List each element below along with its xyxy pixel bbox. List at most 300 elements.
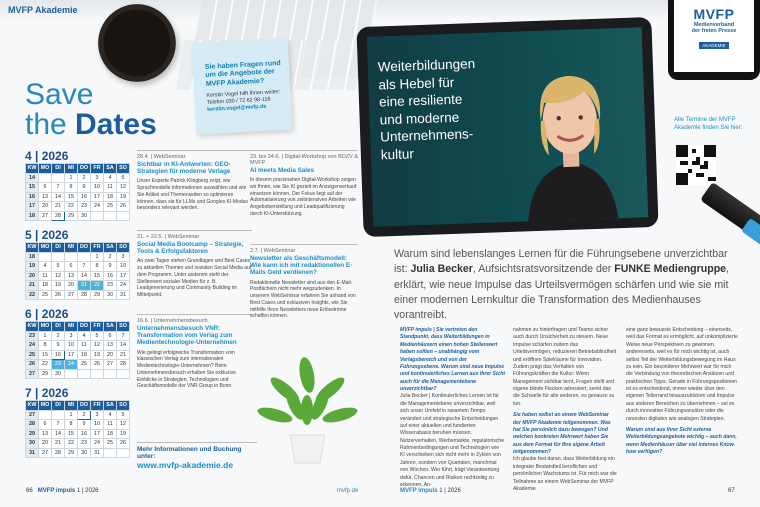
calendar-header-cell: MO — [39, 401, 52, 411]
calendar-week-number: 25 — [26, 350, 39, 360]
calendar-header-cell: SA — [104, 164, 117, 174]
calendar-april — [25, 149, 130, 221]
calendar-header-cell: DO — [78, 322, 91, 332]
logo-subtitle — [674, 22, 754, 34]
interview-question: Sie haben selbst an einem WebSeminar der MVFP Akademie teilgenommen. Was hat Sie persönlich dazu bewogen? Und welchen konkreten Mehrwert haben Sie aus dem Format für Ihre eigene Arbeit mitgenommen? — [513, 412, 611, 455]
calendar-week-row — [26, 429, 130, 439]
event-description: Redaktionelle Newsletter sind aus den E-Mail-Postfächern nicht mehr wegzudenken. In unserem WebSeminar erfahren Sie anhand von Best Cases und exklusiven Insights, wie Sie mithilfe Ihres Newsletters neue Erlösströme schaffen können. — [250, 279, 356, 320]
headline-line: Weiterbildungen — [377, 56, 476, 75]
calendar-week-row — [26, 202, 130, 212]
calendar-header-cell: SO — [117, 243, 130, 253]
calendar-header-cell: SO — [117, 401, 130, 411]
calendar-week-row — [26, 341, 130, 351]
calendar-day: 11 — [39, 271, 52, 281]
calendar-day: 14 — [52, 192, 65, 202]
calendar-header-cell: SA — [104, 401, 117, 411]
calendar-day — [39, 252, 52, 262]
calendar-week-row — [26, 420, 130, 430]
calendar-week-number: 20 — [26, 271, 39, 281]
sticky-question: Sie haben Fragen rund um die Angebote der MVFP Akademie? — [204, 59, 281, 88]
event-description: Unser Experte Patrick Klingberg zeigt, wie Sprachmodelle Informationen auswählen und wie Sie Artikel und Themenseiten so optimieren können, dass sie für LLMs und Googles KI-Modus besonders relevant werden. — [137, 178, 248, 212]
article-column-2 — [513, 327, 618, 493]
calendar-day — [91, 369, 104, 379]
intro-part: Warum sind lebenslanges Lernen für die Führungsebene unverzichtbar ist: — [394, 248, 728, 276]
calendar-day: 10 — [117, 262, 130, 272]
calendar-day: 12 — [117, 183, 130, 193]
calendar-week-number: 28 — [26, 420, 39, 430]
calendar-day: 27 — [65, 290, 78, 300]
sticky-note — [192, 38, 293, 135]
calendar-header-cell: KW — [26, 401, 39, 411]
calendar-day: 31 — [117, 290, 130, 300]
calendar-day: 12 — [117, 420, 130, 430]
calendar-week-number: 19 — [26, 262, 39, 272]
calendar-day: 16 — [52, 350, 65, 360]
calendar-day: 2 — [78, 173, 91, 183]
more-info-text: Mehr Informationen und Buchung unter: — [137, 446, 242, 460]
event-date: 16.6. | Unternehmensbesuch — [137, 318, 208, 324]
intro-part: , erklärt, wie neue Impulse das Urteilsvermögen schärfen und wie sie mit einer modernen Lernkultur die Transformation des Medienhauses vorantreibt. — [394, 263, 730, 322]
event-title[interactable]: Newsletter als Geschäftsmodell: Wie kann ich mit redaktionellen E-Mails Geld verdienen? — [250, 255, 353, 277]
calendar-header-cell: DI — [52, 164, 65, 174]
footer-brand: MVFP impuls — [37, 488, 76, 494]
calendar-day: 18 — [39, 281, 52, 291]
header-brand: MVFP Akademie — [8, 5, 78, 15]
calendar-day: 24 — [65, 360, 78, 370]
calendar-day: 2 — [78, 410, 91, 420]
calendar-day: 3 — [91, 173, 104, 183]
calendar-day: 22 — [39, 360, 52, 370]
calendar-day: 17 — [65, 350, 78, 360]
calendar-day: 29 — [91, 290, 104, 300]
calendar-day: 28 — [117, 360, 130, 370]
calendar-day: 23 — [78, 439, 91, 449]
calendar-day: 19 — [52, 281, 65, 291]
calendar-heading: 7 | 2026 — [25, 386, 69, 400]
calendar-day: 4 — [104, 173, 117, 183]
calendar-day: 21 — [52, 202, 65, 212]
calendar-day: 29 — [65, 211, 78, 221]
calendar-day: 1 — [65, 410, 78, 420]
event-description: An zwei Tagen stehen Grundlagen und Best Cases zu aktuellen Themen und sozialen Social Media auf dem Programm. Unter anderem steht der Stellenwert sozialer Medien für z. B. Leadgenerierung und Community Building im Mittelpunkt. — [137, 258, 252, 299]
calendar-day: 1 — [39, 331, 52, 341]
calendar-header-cell: DO — [78, 243, 91, 253]
calendar-day: 30 — [78, 448, 91, 458]
calendar-header-cell: DI — [52, 243, 65, 253]
calendar-may — [25, 228, 130, 300]
logo-badge: AKADEMIE — [699, 42, 728, 49]
calendar-day — [117, 211, 130, 221]
calendar-day: 8 — [65, 183, 78, 193]
calendar-day: 7 — [117, 331, 130, 341]
calendar-header-row — [26, 164, 130, 174]
calendar-week-row — [26, 369, 130, 379]
calendar-day: 19 — [117, 192, 130, 202]
interview-question: MVFP impuls | Sie vertreten den Standpunkt, dass Weiterbildungen in Medienhäusern einen hohen Stellenwert haben sollten – unabhängig vom Verlagsbereich und von der Führungsebene. Warum sind neue Impulse und kontinuierliches Lernen aus Ihrer Sicht auch für die Managementebene unverzichtbar? — [400, 327, 506, 392]
calendar-day: 30 — [78, 211, 91, 221]
divider — [250, 244, 358, 245]
calendar-day: 1 — [65, 173, 78, 183]
logo — [674, 0, 754, 72]
calendar-day: 4 — [78, 331, 91, 341]
calendar-day: 9 — [78, 420, 91, 430]
tablet-screen — [367, 27, 648, 226]
calendar-day: 14 — [78, 271, 91, 281]
calendar-day — [52, 252, 65, 262]
calendar-day: 18 — [104, 192, 117, 202]
headline-line: eine resiliente — [378, 91, 463, 110]
footer-issue: 1 | 2026 — [76, 488, 99, 494]
calendar-day: 14 — [52, 429, 65, 439]
calendar-day: 10 — [65, 341, 78, 351]
calendar-day: 17 — [91, 429, 104, 439]
event-date: 28.4. | WebSeminar — [137, 154, 186, 160]
divider — [137, 230, 252, 231]
calendar-day: 19 — [91, 350, 104, 360]
calendar-header-cell: SA — [104, 243, 117, 253]
divider — [250, 150, 358, 151]
event-date: 23. bis 24.6. | Digital-Workshop von BDZV & MVFP — [250, 154, 359, 166]
calendar-week-row — [26, 252, 130, 262]
calendar-day: 20 — [39, 202, 52, 212]
plant-image — [255, 355, 360, 465]
calendar-header-row — [26, 243, 130, 253]
calendar-week-number: 24 — [26, 341, 39, 351]
event-item — [137, 230, 252, 314]
calendar-day — [78, 369, 91, 379]
calendar-day: 22 — [65, 202, 78, 212]
portrait-image — [512, 48, 628, 222]
headline-line: Unternehmens- — [380, 126, 474, 145]
qr-code-icon[interactable] — [676, 145, 716, 185]
event-description: In diesem praxisnahen Digital-Workshop zeigen wir Ihnen, wie Sie KI gezielt im Anzeigenverkauf einsetzen können. Der Fokus liegt auf der Automatisierung von zeitintensiven Arbeiten wie Angebotserstellung und Leadqualifizierung durch KI-Unterstützung. — [250, 177, 357, 217]
calendar-week-row — [26, 183, 130, 193]
calendar-day: 25 — [78, 360, 91, 370]
calendar-day: 5 — [52, 262, 65, 272]
calendar-day: 22 — [91, 281, 104, 291]
calendar-day: 20 — [39, 439, 52, 449]
calendar-day: 12 — [91, 341, 104, 351]
calendar-day: 29 — [65, 448, 78, 458]
calendar-day — [65, 369, 78, 379]
calendar-day: 15 — [39, 350, 52, 360]
calendar-day: 7 — [52, 183, 65, 193]
calendar-heading: 4 | 2026 — [25, 149, 69, 163]
calendar-header-cell: FR — [91, 401, 104, 411]
calendar-day: 8 — [91, 262, 104, 272]
calendar-week-number: 22 — [26, 290, 39, 300]
calendar-day — [104, 211, 117, 221]
calendar-day: 4 — [104, 410, 117, 420]
calendar-day: 20 — [65, 281, 78, 291]
calendar-table — [25, 163, 130, 221]
footer-brand: MVFP impuls — [400, 488, 438, 494]
calendar-week-row — [26, 439, 130, 449]
title-the: the — [25, 108, 76, 141]
calendar-day — [117, 448, 130, 458]
calendar-day: 26 — [117, 439, 130, 449]
title-the-dates — [25, 110, 157, 140]
event-item — [250, 244, 358, 320]
calendar-header-cell: MI — [65, 164, 78, 174]
calendar-header-cell: DI — [52, 322, 65, 332]
page-number: 66 — [26, 488, 33, 494]
calendar-day: 23 — [78, 202, 91, 212]
calendar-day: 15 — [91, 271, 104, 281]
event-date: 2.7. | WebSeminar — [250, 248, 296, 254]
calendar-day: 23 — [104, 281, 117, 291]
calendar-day: 26 — [117, 202, 130, 212]
events-column-2 — [250, 150, 358, 320]
calendar-header-cell: KW — [26, 164, 39, 174]
calendar-week-number: 27 — [26, 410, 39, 420]
calendar-day: 26 — [52, 290, 65, 300]
calendar-day — [39, 410, 52, 420]
calendar-day: 26 — [91, 360, 104, 370]
tablet-headline — [378, 55, 479, 164]
calendar-day: 8 — [65, 420, 78, 430]
calendar-header-cell: MI — [65, 243, 78, 253]
calendar-week-row — [26, 173, 130, 183]
calendar-day: 9 — [52, 341, 65, 351]
calendar-day — [104, 369, 117, 379]
calendar-header-cell: MI — [65, 322, 78, 332]
calendar-day: 3 — [91, 410, 104, 420]
calendar-day: 7 — [78, 262, 91, 272]
event-item — [137, 314, 252, 390]
calendar-day: 13 — [39, 429, 52, 439]
calendar-day: 5 — [117, 173, 130, 183]
page-number: 67 — [728, 488, 735, 494]
logo-subtitle-line: Medienverband — [693, 22, 735, 28]
calendar-day: 16 — [78, 192, 91, 202]
calendar-header-cell: MO — [39, 164, 52, 174]
calendar-day: 24 — [117, 281, 130, 291]
qr-label: Alle Termine der MVFP Akademie finden Sie hier: — [674, 117, 743, 131]
calendar-day: 28 — [52, 211, 65, 221]
calendar-day: 29 — [39, 369, 52, 379]
calendar-week-row — [26, 262, 130, 272]
calendar-day: 27 — [39, 448, 52, 458]
calendar-day: 15 — [65, 429, 78, 439]
coffee-cup-image — [98, 4, 176, 82]
divider — [137, 150, 252, 151]
calendar-week-number: 26 — [26, 360, 39, 370]
interview-answer: Julia Becker | Kontinuierliches Lernen ist für die Managementebene unverzichtbar, weil sich unser Umfeld in rasantem Tempo verändert und strategische Entscheidungen auf einer aktuellen und fundierten Wissensbasis beruhen müssen. Nutzerverhalten, Werbemärkte, regulatorische Rahmenbedingungen und Technologien wie KI verschieben sich nicht mehr in Zyklen von Jahren, sondern von Quartalen, manchmal von Wochen. Wer führt, trägt Verantwortung dafür, Chancen und Risiken rechtzeitig zu erkennen, An- — [400, 393, 505, 488]
calendar-day — [65, 252, 78, 262]
interview-answer: eine ganz bewusste Entscheidung – einerseits, weil das Format es ermöglicht, auf unkomplizierte Weise neue Perspektiven zu gewinnen, andererseits, weil es für mich wichtig ist, auch selbst Teil der Weiterbildungsbewegung im Haus zu sein. Ein besonderer Mehrwert war für mich die Verbindung von theoretischen Ansätzen und praktischen Tipps. Gerade in Führungspositionen ist es entscheidend, immer wieder über den eigenen Tellerrand hinauszublicken und Impulse aus anderen Bereichen zu übernehmen – sei es durch innovative Führungsansätze oder die neuesten digitalen wie analogen Strategien. — [626, 327, 738, 422]
calendar-day — [117, 369, 130, 379]
calendar-header-row — [26, 401, 130, 411]
calendar-week-number: 29 — [26, 429, 39, 439]
calendar-header-cell: DI — [52, 401, 65, 411]
calendar-week-row — [26, 448, 130, 458]
calendar-table — [25, 400, 130, 458]
calendar-day: 4 — [39, 262, 52, 272]
calendar-day: 19 — [117, 429, 130, 439]
calendar-heading: 5 | 2026 — [25, 228, 69, 242]
calendar-day: 13 — [65, 271, 78, 281]
calendar-day: 28 — [78, 290, 91, 300]
event-title[interactable]: AI meets Media Sales — [250, 167, 315, 174]
calendar-header-cell: SO — [117, 164, 130, 174]
calendar-week-row — [26, 290, 130, 300]
calendar-day — [104, 448, 117, 458]
interview-answer: Ich glaube fest daran, dass Weiterbildung ein integraler Bestandteil beruflichen und persönlichen Wachstums ist. Für mich war die Teilnahme an einem WebSeminar der MVFP Akademie — [513, 456, 617, 492]
calendar-day: 16 — [78, 429, 91, 439]
event-description: Wie gelingt erfolgreiche Transformation vom klassischen Verlag zum internationalen Medientechnologie-Unternehmen? Beim Unternehmensbesuch erhalten Sie exklusive Einblicke in Strategien, Technologien und Geschäftsmodelle der VNR Group in Bonn. — [137, 349, 236, 390]
calendar-day: 27 — [39, 211, 52, 221]
calendar-header-cell: KW — [26, 322, 39, 332]
calendar-june — [25, 307, 130, 379]
calendar-week-number: 17 — [26, 202, 39, 212]
intro-name: Julia Becker — [410, 263, 473, 276]
calendar-week-number: 27 — [26, 369, 39, 379]
headline-line: als Hebel für — [378, 74, 455, 93]
calendar-week-row — [26, 360, 130, 370]
calendar-week-number: 18 — [26, 211, 39, 221]
calendar-day: 17 — [117, 271, 130, 281]
footer-left — [26, 488, 99, 494]
calendar-day: 2 — [52, 331, 65, 341]
title-save: Save — [25, 78, 94, 111]
headline-line: kultur — [380, 146, 415, 163]
calendar-day: 7 — [52, 420, 65, 430]
calendar-day: 6 — [65, 262, 78, 272]
calendar-day: 18 — [78, 350, 91, 360]
tablet-image — [356, 17, 658, 237]
calendar-header-cell: DO — [78, 164, 91, 174]
footer-issue: 1 | 2026 — [439, 488, 461, 494]
calendar-day: 25 — [104, 439, 117, 449]
footer-url: mvfp.de — [337, 488, 359, 494]
calendar-day: 27 — [104, 360, 117, 370]
calendar-day: 2 — [104, 252, 117, 262]
event-title[interactable]: Unternehmensbesuch VNR: Transformation vom Verlag zum Medientechnologie-Unternehmen — [137, 325, 237, 347]
calendar-header-cell: SO — [117, 322, 130, 332]
calendar-day: 8 — [39, 341, 52, 351]
divider — [137, 442, 257, 443]
intro-text — [394, 247, 739, 324]
calendar-day: 23 — [52, 360, 65, 370]
calendar-day: 14 — [117, 341, 130, 351]
calendar-heading: 6 | 2026 — [25, 307, 69, 321]
calendar-header-cell: DO — [78, 401, 91, 411]
calendar-header-cell: MO — [39, 243, 52, 253]
calendar-day: 5 — [117, 410, 130, 420]
calendar-day: 18 — [104, 429, 117, 439]
calendar-day: 13 — [104, 341, 117, 351]
calendar-header-cell: MO — [39, 322, 52, 332]
calendar-week-row — [26, 192, 130, 202]
calendar-day: 12 — [52, 271, 65, 281]
calendar-day: 21 — [78, 281, 91, 291]
calendar-header-row — [26, 322, 130, 332]
calendar-day: 20 — [104, 350, 117, 360]
calendar-day — [78, 252, 91, 262]
calendar-day: 21 — [117, 350, 130, 360]
calendar-day — [91, 211, 104, 221]
interview-answer: nahmen zu hinterfragen und Teams sicher auch durch Unsicherheit zu steuern. Neue Impulse schärfen zudem das Urteilsvermögen, reduzieren Betriebsblindheit und eröffnen Spielräume für Innovation. Zudem prägt das Verhalten von Führungskräften die Kultur: Wenn Management sichtbar lernt, Fragen stellt und eigene blinde Flecken adressiert, senkt das die Schwelle für alle anderen, es genauso zu tun. — [513, 327, 617, 407]
calendar-day: 6 — [39, 420, 52, 430]
calendar-day: 22 — [65, 439, 78, 449]
article-column-1 — [400, 327, 505, 489]
calendar-day: 30 — [104, 290, 117, 300]
sticky-email-link[interactable]: kerstin.vogel@mvfp.de — [207, 103, 267, 114]
interview-question: Warum sind aus Ihrer Sicht externe Weiterbildungsangebote wichtig – auch dann, wenn Medienhäuser über viel internes Know-how verfügen? — [626, 426, 737, 455]
calendar-day: 17 — [91, 192, 104, 202]
title-dates: Dates — [75, 108, 157, 141]
calendar-day: 28 — [52, 448, 65, 458]
calendar-week-number: 21 — [26, 281, 39, 291]
calendar-week-row — [26, 410, 130, 420]
calendar-header-cell: SA — [104, 322, 117, 332]
calendar-day: 11 — [78, 341, 91, 351]
sticky-contact: Kerstin Vogel hilft Ihnen weiter: Telefon 030 / 72 62 98-116 — [206, 89, 281, 107]
calendar-week-number: 18 — [26, 252, 39, 262]
calendar-day — [52, 410, 65, 420]
calendar-day: 25 — [104, 202, 117, 212]
calendar-day: 6 — [104, 331, 117, 341]
events-column-1 — [137, 150, 252, 390]
event-item — [250, 150, 358, 244]
calendar-week-row — [26, 331, 130, 341]
event-title[interactable]: Sichtbar in KI-Antworten: GEO-Strategien für moderne Verlage — [137, 161, 231, 176]
calendar-day: 5 — [91, 331, 104, 341]
calendar-week-number: 23 — [26, 331, 39, 341]
calendar-week-number: 15 — [26, 183, 39, 193]
calendar-week-number: 30 — [26, 439, 39, 449]
footer-right — [400, 488, 461, 494]
calendar-july — [25, 386, 130, 458]
calendar-header-cell: FR — [91, 164, 104, 174]
calendar-day — [39, 173, 52, 183]
headline-line: und moderne — [379, 109, 460, 128]
calendar-week-row — [26, 211, 130, 221]
calendar-day: 15 — [65, 192, 78, 202]
more-info — [137, 442, 257, 470]
calendar-week-number: 14 — [26, 173, 39, 183]
calendar-day: 16 — [104, 271, 117, 281]
calendar-day: 24 — [91, 202, 104, 212]
calendar-day: 10 — [91, 183, 104, 193]
logo-wordmark: MVFP — [693, 6, 735, 22]
calendar-day: 9 — [78, 183, 91, 193]
more-info-link[interactable]: www.mvfp-akademie.de — [137, 460, 234, 470]
calendar-header-cell: FR — [91, 243, 104, 253]
calendar-day: 13 — [39, 192, 52, 202]
calendar-day: 11 — [104, 420, 117, 430]
calendar-day: 1 — [91, 252, 104, 262]
article-column-3 — [626, 327, 738, 456]
calendar-week-row — [26, 281, 130, 291]
calendar-week-row — [26, 271, 130, 281]
phone-image — [668, 0, 760, 80]
calendar-header-cell: KW — [26, 243, 39, 253]
calendar-day: 9 — [104, 262, 117, 272]
calendar-day: 3 — [65, 331, 78, 341]
calendar-day: 10 — [91, 420, 104, 430]
calendar-day: 30 — [52, 369, 65, 379]
calendar-day — [52, 173, 65, 183]
intro-part: , Aufsichtsratsvorsitzende der — [472, 263, 615, 276]
calendar-day: 6 — [39, 183, 52, 193]
calendar-day: 3 — [117, 252, 130, 262]
event-title[interactable]: Social Media Bootcamp – Strategie, Tools & Erfolgsfaktoren — [137, 241, 244, 256]
calendar-day: 24 — [91, 439, 104, 449]
calendar-header-cell: MI — [65, 401, 78, 411]
calendar-week-number: 31 — [26, 448, 39, 458]
